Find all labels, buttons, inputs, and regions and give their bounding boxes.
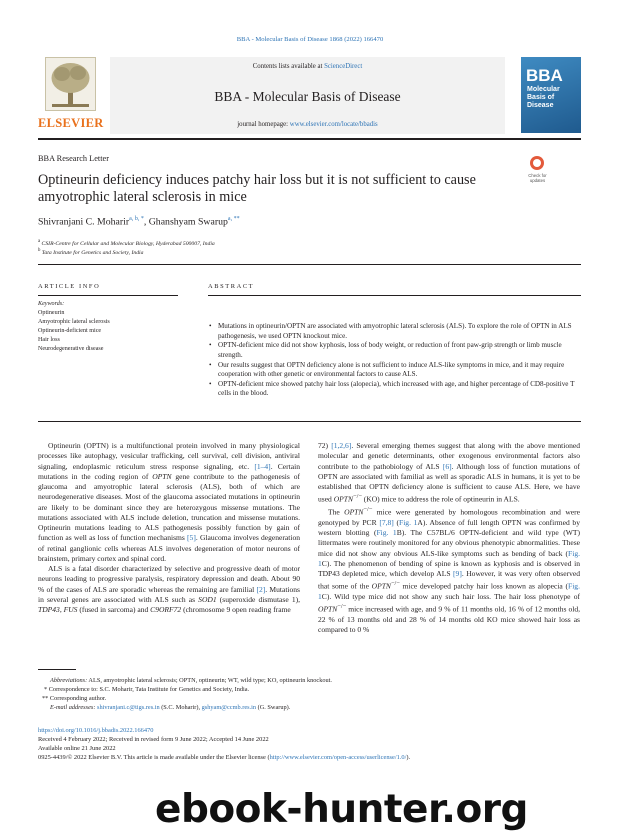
tree-emblem-icon — [45, 57, 96, 111]
author-name[interactable]: Shivranjani C. Moharir — [38, 216, 130, 228]
text-run: C). Wild type mice did not show any such hair loss. The hair loss phenotype of — [321, 592, 580, 602]
footnote-rule — [38, 669, 76, 670]
license-link[interactable]: http://www.elsevier.com/open-access/userlicense/1.0/ — [269, 754, 407, 761]
text-run: 72) — [318, 441, 332, 450]
figure-link[interactable]: Fig. 1 — [318, 581, 580, 602]
gene-name: SOD1 — [198, 594, 217, 604]
affiliation-text: Tata Institute for Genetics and Society, India — [40, 249, 144, 256]
body-column-left — [38, 441, 300, 615]
watermark-text: ebook-hunter.org — [155, 787, 528, 832]
text-run: . Glaucoma involves degeneration of retinal ganglionic cells whereas ALS involves degeneration of motor neurons of brainstem, primary cortex and spinal cord. — [38, 533, 300, 563]
keyword-item: Amyotrophic lateral sclerosis — [38, 319, 110, 325]
citation-link[interactable]: [1,2,6] — [331, 441, 352, 450]
text-run: B). The C57BL/6 OPTN-deficient and wild type (WT) littermates were routinely monitored for any obvious phenotypic abnormalities. These mice did not show any obvious ALS-like symptoms such as bending of back ( — [318, 528, 580, 558]
body-paragraph — [318, 505, 580, 636]
cover-title: BBA — [526, 66, 563, 85]
abstract-highlights — [208, 322, 580, 399]
homepage-prefix: journal homepage: — [237, 121, 290, 128]
journal-name: BBA - Molecular Basis of Disease — [214, 89, 401, 104]
contents-line — [110, 63, 505, 70]
license-text: ). — [406, 754, 411, 761]
citation-link[interactable]: [1–4] — [254, 461, 271, 471]
journal-masthead — [110, 57, 505, 134]
check-updates-icon — [530, 156, 544, 170]
gene-name: OPTN — [318, 604, 338, 614]
abstract-heading: ABSTRACT — [208, 283, 255, 290]
publisher-name: ELSEVIER — [38, 116, 104, 130]
article-type: BBA Research Letter — [38, 154, 109, 163]
affiliation-mark: a — [38, 239, 41, 244]
keywords-label: Keywords: — [38, 301, 65, 307]
figure-link[interactable]: Fig. 1 — [399, 517, 418, 527]
figure-link[interactable]: Fig. 1 — [376, 528, 397, 538]
author-name[interactable]: Ghanshyam Swarup — [148, 216, 228, 228]
text-run: ( — [393, 517, 399, 527]
contents-prefix: Contents lists available at — [252, 63, 325, 70]
journal-cover — [521, 57, 581, 133]
citation-link[interactable]: [9] — [453, 569, 462, 579]
abstract-rule — [208, 295, 581, 296]
keyword-item: Optineurin-deficient mice — [38, 328, 102, 334]
citation-link[interactable]: [2] — [256, 584, 266, 594]
footnote-mark: ** — [42, 695, 49, 702]
text-run: . Although loss of function mutations of OPTN are associated with familial as well as sporadic ALS in humans, it is yet to be established that OPTN deficiency alone is sufficient to cause ALS. Here, we have used — [318, 461, 580, 504]
body-paragraph — [38, 564, 300, 615]
footnote-label: Abbreviations: — [50, 677, 88, 684]
affiliation-a — [38, 239, 215, 247]
body-paragraph — [38, 441, 300, 564]
gene-name: OPTN — [333, 494, 354, 504]
check-for-updates-badge[interactable] — [521, 156, 554, 188]
citation-link[interactable]: [5] — [187, 533, 196, 543]
text-run: . Certain mutations in the coding region of — [38, 461, 300, 481]
genotype-superscript: −/− — [363, 506, 373, 514]
email-link[interactable]: shivranjani.c@tigs.res.in — [97, 704, 160, 711]
author-affil-marks[interactable]: a, b, * — [129, 216, 144, 222]
corresponding-author-footnote — [38, 695, 578, 703]
text-run: . Mutations in several genes are associated with ALS such as — [38, 584, 300, 604]
text-run: (superoxide dismutase 1), — [216, 594, 300, 604]
text-run: , — [59, 605, 64, 614]
body-paragraph — [318, 441, 580, 505]
author-affil-marks[interactable]: a, ** — [227, 216, 240, 222]
abstract-end-rule — [38, 421, 581, 422]
author-separator: , — [143, 216, 149, 228]
affiliation-text: CSIR-Centre for Cellular and Molecular Biology, Hyderabad 500007, India — [40, 240, 215, 247]
correspondence-footnote — [38, 686, 578, 694]
license-text: 0925-4439/© 2022 Elsevier B.V. This article is made available under the Elsevier license ( — [38, 754, 270, 761]
text-run: mice increased with age, and 9 % of 11 months old, 16 % of 12 months old, 22 % of 13 months old and 28 % of 14 months old KO mice showed hair loss as compared to 0 % — [318, 604, 580, 635]
text-run: mice developed patchy hair loss known as alopecia ( — [399, 581, 569, 591]
info-rule — [38, 295, 178, 296]
citation-link[interactable]: [7,8] — [379, 517, 394, 527]
figure-link[interactable]: Fig. 1 — [318, 548, 580, 568]
abbreviations-footnote — [38, 677, 578, 685]
text-run: (KO) mice to address the role of optineurin in ALS. — [361, 494, 520, 504]
footnote-text: (G. Swarup). — [256, 704, 291, 711]
text-run: A). Absence of full length OPTN was confirmed by western blotting ( — [318, 517, 580, 538]
highlight-item: • Our results suggest that OPTN deficiency alone is not sufficient to induce ALS-like symptoms in mice, and it may require cooperation with other genetic or environmental factors to cause ALS. — [208, 361, 580, 380]
highlight-item: • Mutations in optineurin/OPTN are associated with amyotrophic lateral sclerosis (ALS). To explore the role of OPTN in ALS pathogenesis, we used OPTN knockout mice. — [208, 322, 580, 341]
text-run: . However, it was very often observed that some of the — [318, 569, 580, 591]
keyword-item: Optineurin — [38, 310, 65, 316]
text-run: ALS is a fatal disorder characterized by selective and progressive death of motor neurons leading to progressive paralysis, respiratory depression and death. About 90 % of the cases of ALS are sporadic whereas the remaining are familial — [38, 564, 300, 594]
highlight-item: • OPTN-deficient mice did not show kyphosis, loss of body weight, or reduction of front paw-grip strength or limb muscle strength. — [208, 341, 580, 360]
email-link[interactable]: gshyam@ccmb.res.in — [201, 704, 257, 711]
cover-subtitle-line: Disease — [527, 102, 554, 109]
doi-link[interactable]: https://doi.org/10.1016/j.bbadis.2022.166470 — [38, 727, 154, 734]
email-footnote — [38, 704, 578, 712]
footnote-text: ALS, amyotrophic lateral sclerosis; OPTN, optineurin; WT, wild type; KO, optineurin knockout. — [87, 677, 332, 684]
text-run: mice were generated by homologous recombination and were genotyped by PCR — [318, 507, 581, 527]
text-run: . Several emerging themes suggest that along with the above mentioned molecular and genetic determinants, other exogenous environmental factors also contribute to the pathobiology of ALS — [318, 441, 580, 471]
keyword-item: Hair loss — [38, 337, 60, 343]
body-column-right — [318, 441, 580, 636]
gene-name: OPTN — [152, 471, 172, 481]
sciencedirect-link[interactable]: ScienceDirect — [324, 63, 363, 70]
check-updates-line: updates — [529, 178, 546, 183]
text-run: gene contribute to the pathogenesis of glaucoma and amyotrophic lateral sclerosis (ALS), both of which are neurodegenerative diseases. Most of the glaucoma associated mutations in optineurin are likely to be dominant since they are heterozygous missense mutations. The mutations associated with ALS include deletion, truncation and missense mutations. Optineurin mutations leading to ALS pathogenesis possibly function by gain of function as well as loss of function mechanisms — [38, 471, 300, 543]
text-run: (chromosome 9 open reading frame — [181, 605, 291, 614]
text-run: C). The phenomenon of bending of spine is known as kyphosis and is observed in TDP43 depleted mice, which develop ALS — [318, 558, 580, 579]
keyword-item: Neurodegenerative disease — [38, 346, 104, 352]
cover-subtitle-line: Basis of — [527, 94, 555, 101]
check-updates-line: Check for — [528, 173, 547, 178]
footnote-text: Correspondence to: S.C. Moharir, Tata Institute for Genetics and Society, India. — [47, 686, 250, 693]
cover-subtitle-line: Molecular — [527, 86, 560, 93]
genotype-superscript: −/− — [337, 603, 347, 611]
footnote-text: (S.C. Moharir), — [159, 704, 202, 711]
gene-name: FUS — [63, 605, 78, 614]
gene-name: C9ORF72 — [150, 605, 182, 614]
article-info-heading: ARTICLE INFO — [38, 283, 101, 290]
homepage-link[interactable]: www.elsevier.com/locate/bbadis — [289, 121, 378, 128]
gene-name: OPTN — [371, 581, 391, 591]
author-list — [38, 216, 240, 227]
genotype-superscript: −/− — [390, 580, 400, 588]
text-run: Optineurin (OPTN) is a multifunctional protein involved in many physiological processes like autophagy, vesicular trafficking, cell survival, cell division, antiviral signaling, endoplasmic reticulum stress response signaling, etc. — [38, 441, 300, 471]
footnote-mark: * — [44, 686, 48, 693]
gene-name: OPTN — [344, 507, 364, 517]
publisher-logo — [38, 57, 104, 133]
highlight-item: • OPTN-deficient mice showed patchy hair loss (alopecia), which increased with age, and higher percentage of CD8-positive T cells in the blood. — [208, 380, 580, 399]
online-date: Available online 21 June 2022 — [38, 745, 116, 752]
check-updates-label — [521, 173, 554, 183]
affiliation-rule — [38, 264, 581, 265]
text-run: The — [328, 507, 345, 517]
running-title[interactable]: BBA - Molecular Basis of Disease 1868 (2022) 166470 — [236, 36, 384, 43]
gene-name: TDP43 — [38, 605, 60, 614]
license-line — [38, 754, 410, 762]
homepage-line — [110, 121, 505, 128]
article-title: Optineurin deficiency induces patchy hair loss but it is not sufficient to cause amyotrophic lateral sclerosis in mice — [38, 172, 476, 205]
cover-subtitle — [527, 86, 560, 110]
header-rule — [38, 138, 581, 140]
text-run: (fused in sarcoma) and — [77, 605, 151, 614]
footnote-label: E-mail addresses: — [50, 704, 96, 711]
footnote-text: Corresponding author. — [48, 695, 107, 702]
citation-link[interactable]: [6] — [442, 461, 452, 471]
received-dates: Received 4 February 2022; Received in revised form 9 June 2022; Accepted 14 June 2022 — [38, 736, 269, 743]
affiliation-b — [38, 248, 143, 256]
genotype-superscript: −/− — [353, 493, 362, 501]
affiliation-mark: b — [38, 248, 41, 253]
